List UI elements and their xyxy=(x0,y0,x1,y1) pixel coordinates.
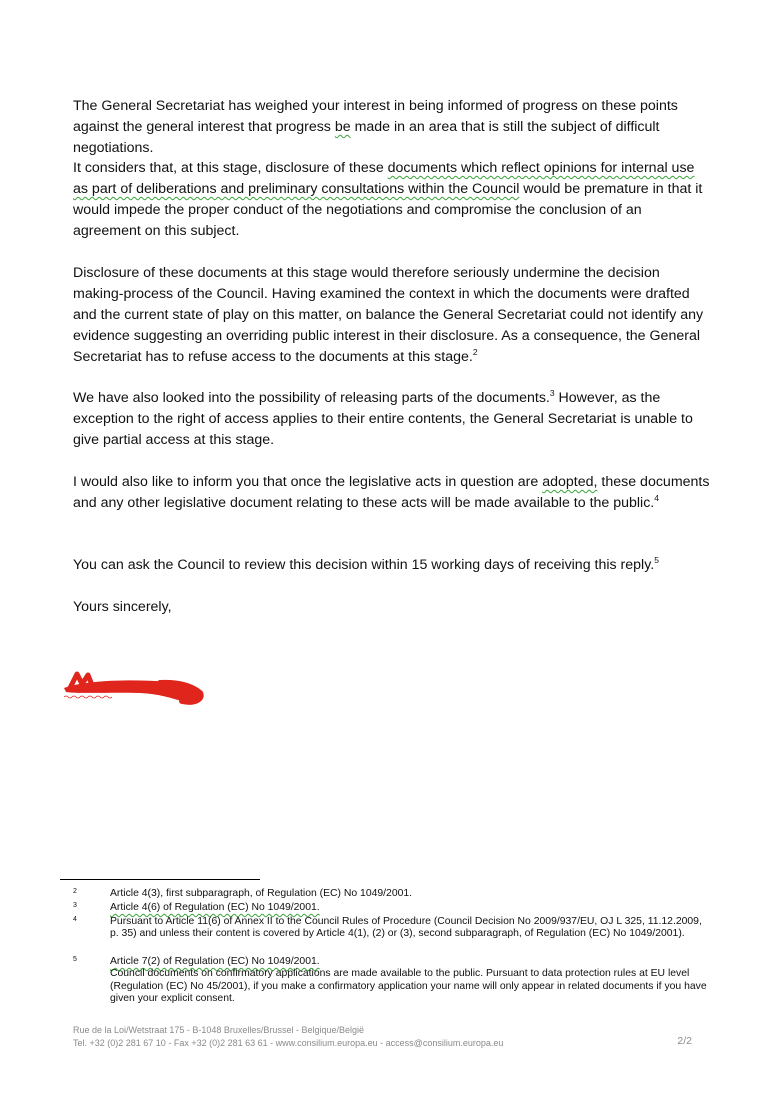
text-span: I would also like to inform you that once the legislative acts in question are xyxy=(73,474,543,490)
paragraph-progress-interest xyxy=(73,96,713,159)
footnote-number: 3 xyxy=(73,902,77,909)
footnote-number: 4 xyxy=(73,916,77,923)
footnote-text: Article 7(2) of Regulation (EC) No 1049/2001. xyxy=(110,956,320,967)
footnote-ref[interactable]: 3 xyxy=(549,388,555,398)
footer-address: Rue de la Loi/Wetstraat 175 - B-1048 Bruxelles/Brussel - Belgique/België xyxy=(73,1025,364,1035)
text-span: You can ask the Council to review this decision within 15 working days of receiving this reply. xyxy=(73,557,655,573)
paragraph-partial-access xyxy=(73,388,713,451)
text-span: However, as the exception to the right of access applies to their entire contents, the General Secretariat is unable to give partial access at this stage. xyxy=(73,390,693,448)
paragraph-review xyxy=(73,555,713,576)
text-span: It considers that, at this stage, disclosure of these xyxy=(73,160,388,176)
footnote-ref[interactable]: 5 xyxy=(654,555,659,565)
footnote-extra-text: Council documents on confirmatory applications are made available to the public. Pursuant to data protection rules at EU level (Regulation (EC) No 45/2001), if you make a confirmatory application your name will only appear in related documents if you have given your explicit consent. xyxy=(110,968,707,1005)
footnote-number: 2 xyxy=(73,888,77,895)
footnote-text: Article 4(3), first subparagraph, of Regulation (EC) No 1049/2001. xyxy=(110,888,413,899)
paragraph-premature-disclosure xyxy=(73,158,713,242)
spellcheck-squiggle xyxy=(64,696,112,698)
grammar-flag: documents which reflect opinions for internal use as part of deliberations and preliminary consultations within the Council xyxy=(73,160,695,197)
text-span: these documents and any other legislative document relating to these acts will be made available to the public. xyxy=(73,474,710,511)
text-span: Disclosure of these documents at this stage would therefore seriously undermine the decision making-process of the Council. Having examined the context in which the documents were drafted and the current state of play on this matter, on balance the General Secretariat could not identify any evidence suggesting an overriding public interest in their disclosure. As a consequence, the General Secretariat has to refuse access to the documents at this stage. xyxy=(73,265,704,365)
footnote-ref[interactable]: 2 xyxy=(472,346,478,357)
footer-contact: Tel. +32 (0)2 281 67 10 - Fax +32 (0)2 281 63 61 - www.consilium.europa.eu - access@consilium.europa.eu xyxy=(73,1038,504,1048)
footnote-separator xyxy=(60,879,260,880)
text-line: against the general interest that progress xyxy=(73,118,335,135)
text-line: made in an area that is still the subject of difficult xyxy=(350,118,660,135)
text-span: would be premature in that it would impede the proper conduct of the negotiations and compromise the conclusion of an agreement on this subject. xyxy=(73,180,703,239)
footnote-number: 5 xyxy=(73,956,77,963)
footnote-ref[interactable]: 4 xyxy=(654,492,659,503)
grammar-flag: adopted, xyxy=(542,474,598,490)
closing-salutation: Yours sincerely, xyxy=(73,599,172,615)
page-number: 2/2 xyxy=(677,1035,692,1047)
redacted-signature xyxy=(60,668,205,708)
text-span: We have also looked into the possibility of releasing parts of the documents. xyxy=(73,390,550,406)
grammar-flag: be xyxy=(334,118,351,135)
text-line: negotiations. xyxy=(73,139,154,156)
footnote-text: Article 4(6) of Regulation (EC) No 1049/2001. xyxy=(110,902,320,913)
footnote-text: Pursuant to Article 11(6) of Annex II to the Council Rules of Procedure (Council Decision No 2009/937/EU, OJ L 325, 11.12.2009, p. 35) and unless their content is covered by Article 4(1), (2) or (3), second subparagraph, of Regulation (EC) No 1049/2001). xyxy=(110,916,702,940)
paragraph-refusal xyxy=(73,263,713,368)
text-line: The General Secretariat has weighed your interest in being informed of progress on these points xyxy=(73,98,678,114)
paragraph-legislative-acts xyxy=(73,472,713,514)
